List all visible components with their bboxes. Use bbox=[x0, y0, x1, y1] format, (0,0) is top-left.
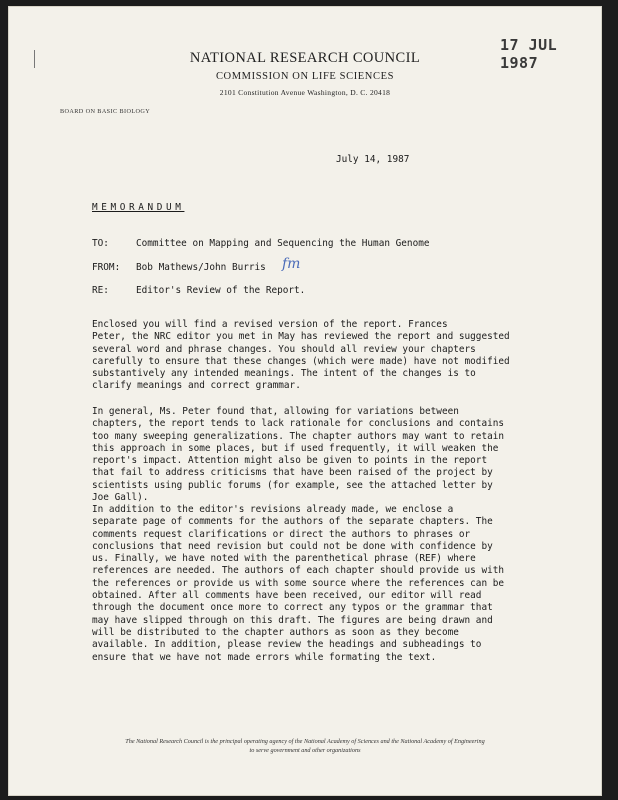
letterhead-address: 2101 Constitution Avenue Washington, D. C. 20418 bbox=[219, 88, 391, 97]
body-paragraph-3: In addition to the editor's revisions already made, we enclose a separate page of comments for the authors of the separate chapters. The comments request clarifications or direct the authors to phrases or conclusions that need revision but could not be done with confidence by us. Finally, we have noted with the parenthetical phrase (REF) where references are needed. The authors of each chapter should provide us with the references or provide us with some source where the references can be obtained. After all comments have been received, our editor will read through the document once more to correct any typos or the grammar that may have slipped through on this draft. The figures are being drawn and will be distributed to the chapter authors as soon as they become available. In addition, please review the headings and subheadings to ensure that we have not made errors while formating the text. bbox=[92, 504, 505, 663]
letterhead-board: BOARD ON BASIC BIOLOGY bbox=[60, 108, 151, 115]
letterhead-org: NATIONAL RESEARCH COUNCIL bbox=[189, 50, 421, 66]
from-label: FROM: bbox=[92, 262, 121, 273]
from-value: Bob Mathews/John Burris bbox=[136, 262, 266, 273]
re-value: Editor's Review of the Report. bbox=[136, 285, 306, 296]
footer-line-1: The National Research Council is the principal operating agency of the National Academy of Sciences and the National Academy of Engineering bbox=[125, 738, 485, 745]
footer-line-2: to serve government and other organizations bbox=[249, 747, 361, 754]
body-paragraph-1: Enclosed you will find a revised version of the report. Frances Peter, the NRC editor you met in May has reviewed the report and suggested several word and phrase changes. You should all review your chapters carefully to ensure that these changes (which were made) have not modified substantively any intended meanings. The intent of the changes is to clarify meanings and correct grammar. bbox=[92, 319, 510, 392]
date-received-stamp: 17 JUL 1987 bbox=[500, 36, 558, 72]
letterhead-commission: COMMISSION ON LIFE SCIENCES bbox=[215, 71, 395, 82]
to-value: Committee on Mapping and Sequencing the Human Genome bbox=[136, 238, 430, 249]
re-label: RE: bbox=[92, 285, 109, 296]
to-label: TO: bbox=[92, 238, 109, 249]
memo-page bbox=[8, 6, 602, 796]
letterhead-footer bbox=[8, 737, 602, 755]
body-paragraph-2: In general, Ms. Peter found that, allowing for variations between chapters, the report tends to lack rationale for conclusions and contains too many sweeping generalizations. The chapter authors may want to retain this approach in some places, but if used frequently, it will weaken the report's impact. Attention might also be given to points in the report that fail to address criticisms that have been raised of the project by scientists using public forums (for example, see the attached letter by Joe Gall). bbox=[92, 406, 505, 504]
handwritten-initials: fm bbox=[282, 256, 301, 272]
memo-title: MEMORANDUM bbox=[92, 202, 185, 213]
memo-date: July 14, 1987 bbox=[336, 154, 410, 165]
